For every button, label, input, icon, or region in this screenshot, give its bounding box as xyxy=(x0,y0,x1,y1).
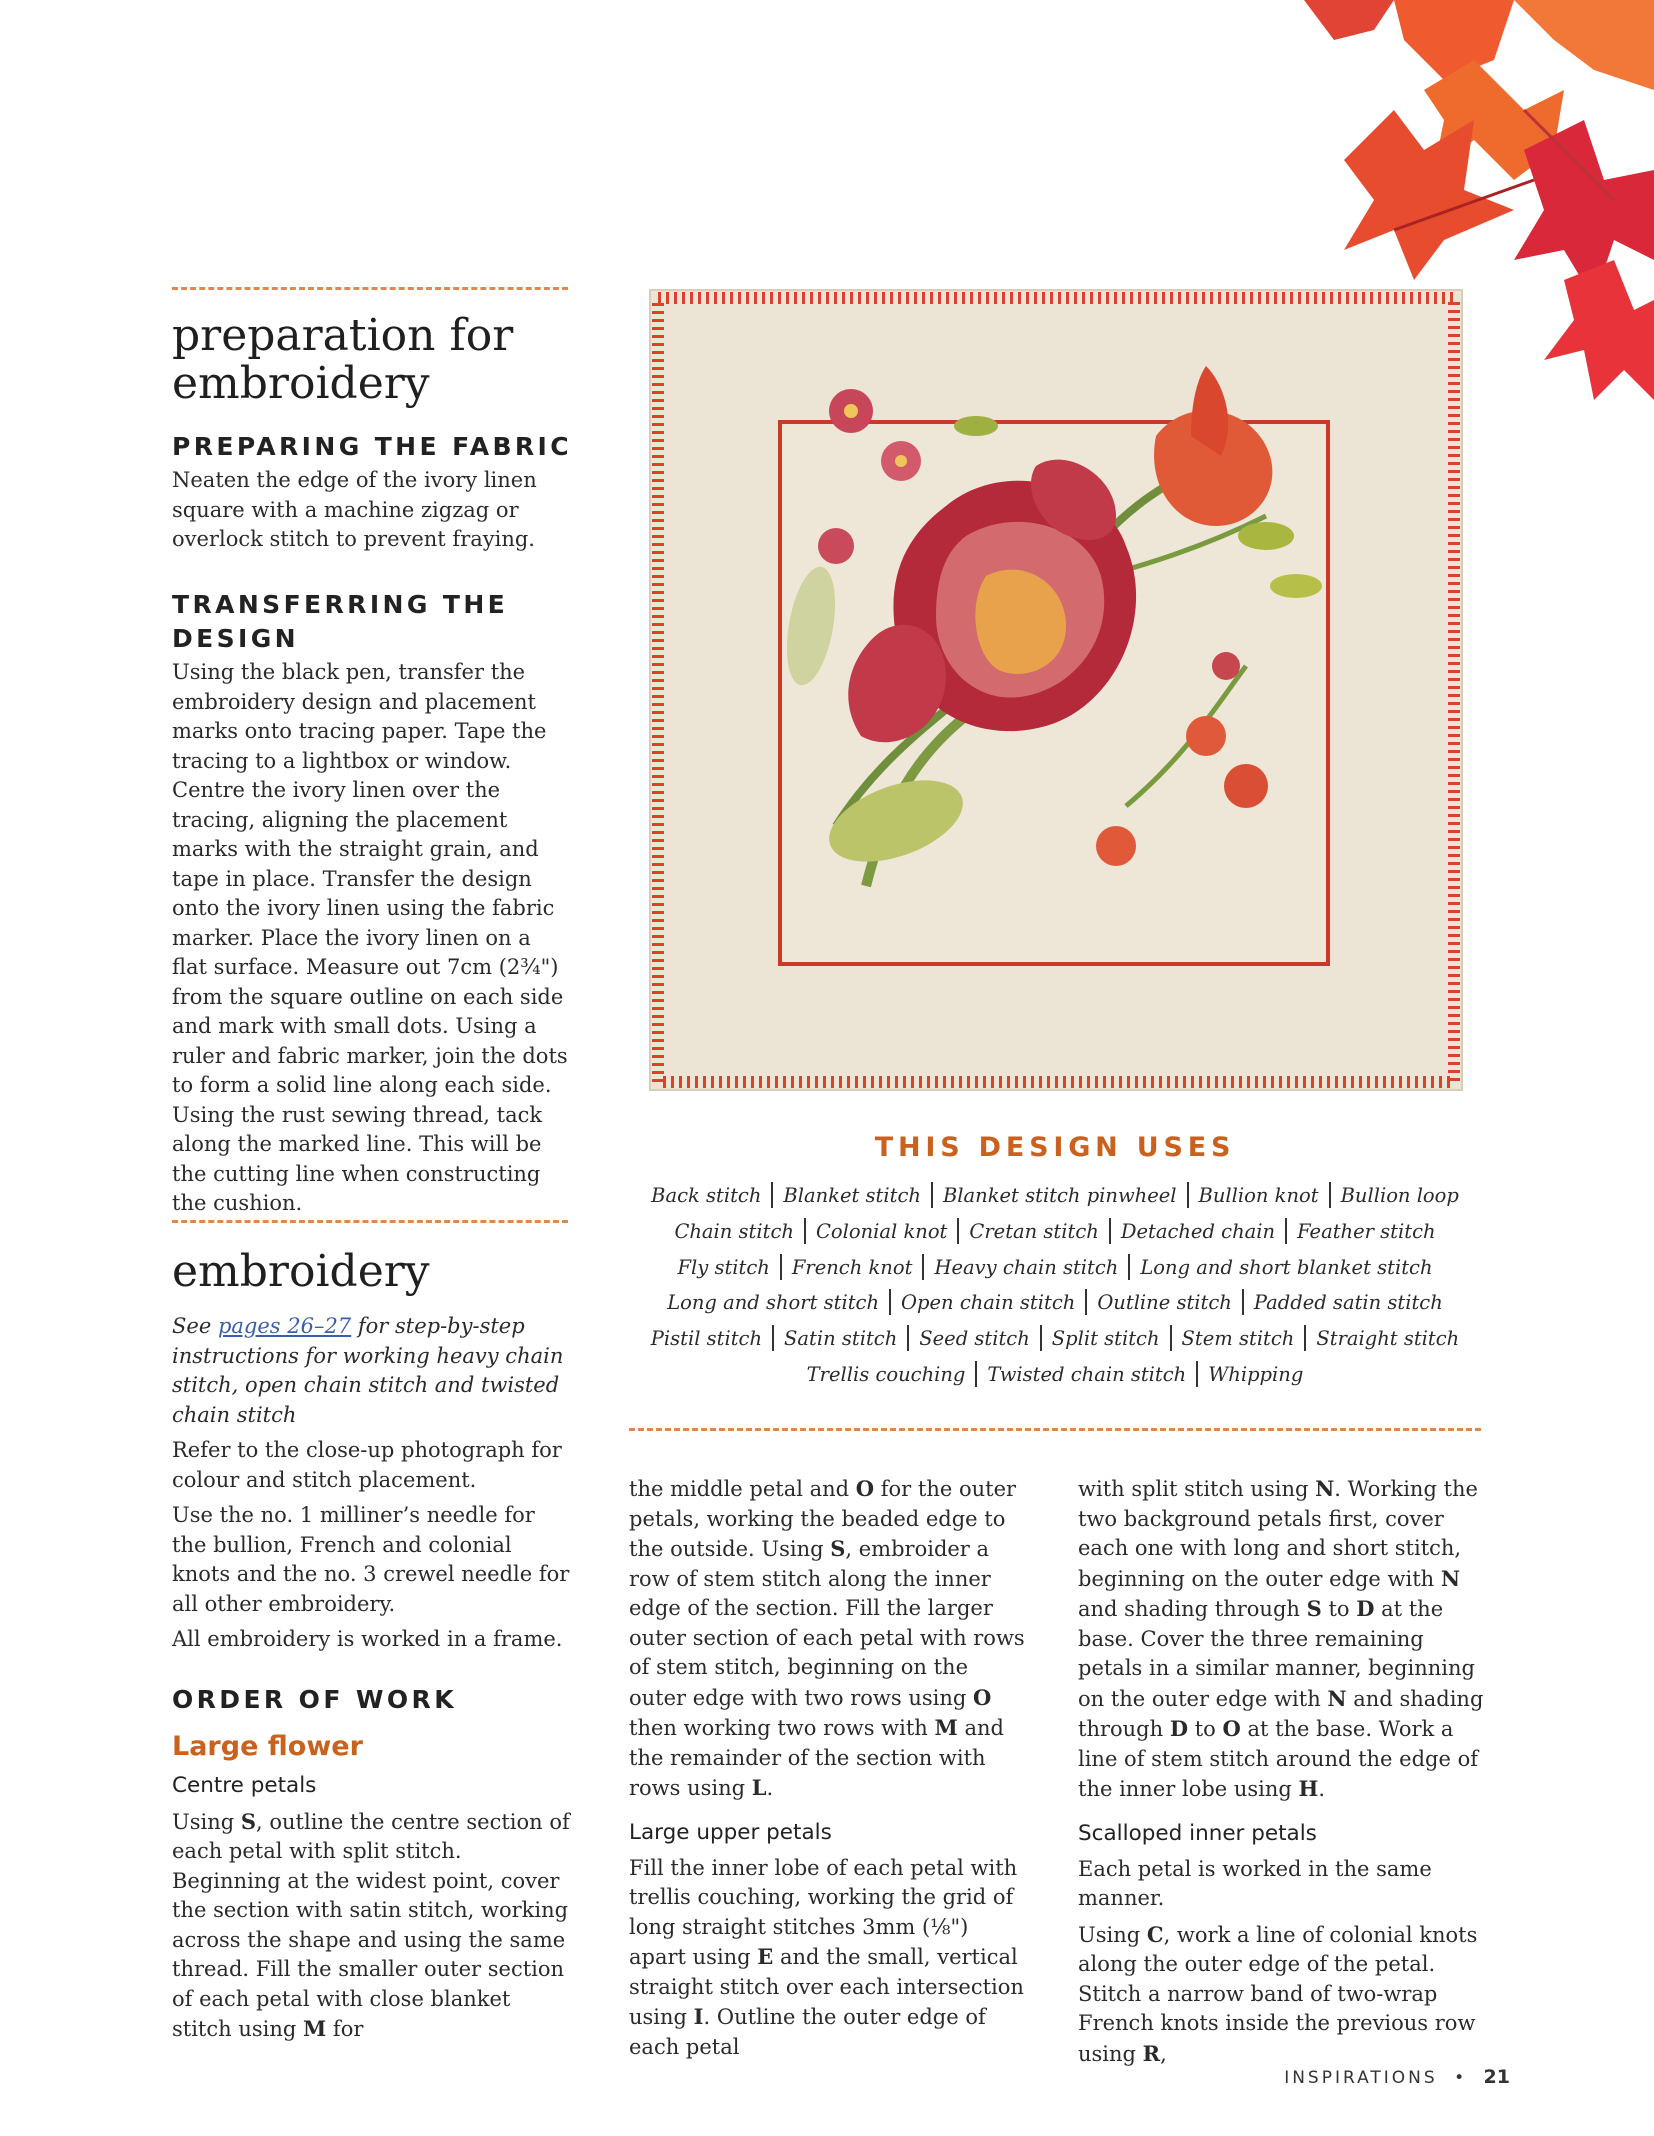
stitch-line xyxy=(629,1250,1481,1286)
footer-bullet: • xyxy=(1454,2068,1468,2088)
stitch-item: Seed stitch xyxy=(919,1327,1030,1351)
embroidery-intro xyxy=(172,1312,572,2045)
stitch-item: Bullion loop xyxy=(1340,1184,1459,1207)
scalloped-text-2: Using C, work a line of colonial knots along the outer edge of the petal. Stitch a narrow band of two-wrap French knots inside the previous row using R, xyxy=(1078,1921,1478,2066)
stitch-item: Bullion knot xyxy=(1198,1184,1319,1207)
stitch-item: Cretan stitch xyxy=(969,1219,1099,1243)
upper-petals-continued: with split stitch using N. Working the two background petals first, cover each one with long and short stitch, beginning on the outer edge with N and shading through S to D at the base. Cover the three remaining petals in a similar manner, beginning on the outer edge with N and shading through D to O at the base. Work a line of stem stitch around the edge of the inner lobe using H. xyxy=(1078,1476,1484,1801)
order-of-work-heading: ORDER OF WORK xyxy=(172,1684,457,1714)
page-number: 21 xyxy=(1483,2066,1510,2088)
stitch-item: Colonial knot xyxy=(815,1219,948,1243)
centre-petals-text: Using S, outline the centre section of each petal with split stitch. Beginning at the widest point, cover the section with satin stitch, working across the shape and using the same thread. Fill the smaller outer section of each petal with close blanket stitch using M for xyxy=(172,1808,570,2041)
stitch-item: Stem stitch xyxy=(1181,1327,1295,1351)
divider xyxy=(172,287,568,290)
divider xyxy=(172,1220,568,1223)
stitch-item: Straight stitch xyxy=(1316,1327,1460,1351)
transfer-heading: TRANSFERRING THE DESIGN xyxy=(172,590,509,653)
right-column xyxy=(1078,1474,1488,2069)
stitch-line xyxy=(629,1178,1481,1214)
para-refer: Refer to the close-up photograph for colour and stitch placement. xyxy=(172,1438,562,1492)
stitch-item: Heavy chain stitch xyxy=(934,1255,1119,1279)
stitch-item: Detached chain xyxy=(1120,1219,1276,1243)
see-suffix: for step-by-step instructions for working heavy chain stitch, open chain stitch and twisted chain stitch xyxy=(172,1314,564,1427)
stitch-item: Fly stitch xyxy=(677,1255,770,1279)
stitch-item: Back stitch xyxy=(651,1184,762,1207)
transfer-text: Using the black pen, transfer the embroidery design and placement marks onto tracing paper. Tape the tracing to a lightbox or window. Centre the ivory linen over the tracing, aligning the placement marks with the straight grain, and tape in place. Transfer the design onto the ivory linen using the fabric marker. Place the ivory linen on a flat surface. Measure out 7cm (2¾") from the square outline on each side and mark with small dots. Using a ruler and fabric marker, join the dots to form a solid line along each side. Using the rust sewing thread, tack along the marked line. This will be the cutting line when constructing the cushion. xyxy=(172,660,568,1215)
stitch-item: Chain stitch xyxy=(674,1219,794,1243)
stitch-item: French knot xyxy=(791,1255,913,1279)
stitch-item: Split stitch xyxy=(1051,1327,1160,1351)
footer-section: INSPIRATIONS xyxy=(1284,2068,1438,2088)
prep-fabric-block xyxy=(172,430,572,555)
large-upper-petals-text: Fill the inner lobe of each petal with trellis couching, working the grid of long straight stitches 3mm (⅛") apart using E and the small, vertical straight stitch over each intersection using I. Outline the outer edge of each petal xyxy=(629,1855,1024,2059)
divider xyxy=(629,1428,1481,1431)
prep-fabric-text: Neaten the edge of the ivory linen square with a machine zigzag or overlock stitch to prevent fraying. xyxy=(172,468,537,551)
stitch-item: Twisted chain stitch xyxy=(987,1362,1187,1386)
centre-petals-continued: the middle petal and O for the outer petals, working the beaded edge to the outside. Using S, embroider a row of stem stitch along the inner edge of the section. Fill the larger outer section of each petal with rows of stem stitch, beginning on the outer edge with two rows using O then working two rows with M and the remainder of the section with rows using L. xyxy=(629,1476,1025,1800)
transfer-block xyxy=(172,588,572,1219)
section-title-preparation: preparation for embroidery xyxy=(172,310,514,409)
large-upper-petals-heading: Large upper petals xyxy=(629,1819,832,1845)
scalloped-text-1: Each petal is worked in the same manner. xyxy=(1078,1856,1432,1910)
stitch-list xyxy=(629,1178,1481,1393)
stitch-item: Long and short stitch xyxy=(667,1291,880,1315)
middle-column xyxy=(629,1474,1029,2062)
pages-link[interactable]: pages 26–27 xyxy=(217,1314,352,1338)
section-title-embroidery: embroidery xyxy=(172,1246,430,1297)
stitch-item: Padded satin stitch xyxy=(1253,1291,1443,1315)
stitch-item: Blanket stitch xyxy=(783,1184,921,1207)
stitch-line xyxy=(629,1321,1481,1357)
stitch-item: Pistil stitch xyxy=(650,1327,763,1351)
see-prefix: See xyxy=(172,1314,212,1338)
large-flower-heading: Large flower xyxy=(172,1730,363,1762)
stitch-item: Feather stitch xyxy=(1297,1219,1436,1243)
embroidery-photo xyxy=(646,286,1466,1096)
stitch-item: Trellis couching xyxy=(806,1362,966,1386)
para-frame: All embroidery is worked in a frame. xyxy=(172,1627,563,1651)
stitch-item: Satin stitch xyxy=(784,1327,898,1351)
stitch-line xyxy=(629,1214,1481,1250)
page-footer xyxy=(1284,2066,1510,2088)
stitch-line xyxy=(629,1285,1481,1321)
design-uses-heading: THIS DESIGN USES xyxy=(874,1132,1236,1163)
centre-petals-heading: Centre petals xyxy=(172,1772,317,1798)
prep-fabric-heading: PREPARING THE FABRIC xyxy=(172,432,572,461)
para-needle: Use the no. 1 milliner’s needle for the bullion, French and colonial knots and the no. 3 crewel needle for all other embroidery. xyxy=(172,1503,570,1616)
stitch-item: Blanket stitch pinwheel xyxy=(942,1184,1177,1207)
stitch-item: Open chain stitch xyxy=(901,1291,1076,1315)
stitch-item: Long and short blanket stitch xyxy=(1140,1255,1433,1279)
scalloped-inner-petals-heading: Scalloped inner petals xyxy=(1078,1820,1317,1846)
stitch-item: Whipping xyxy=(1208,1362,1304,1386)
stitch-line xyxy=(629,1357,1481,1393)
see-pages-note xyxy=(172,1312,572,1430)
stitch-item: Outline stitch xyxy=(1097,1291,1232,1315)
